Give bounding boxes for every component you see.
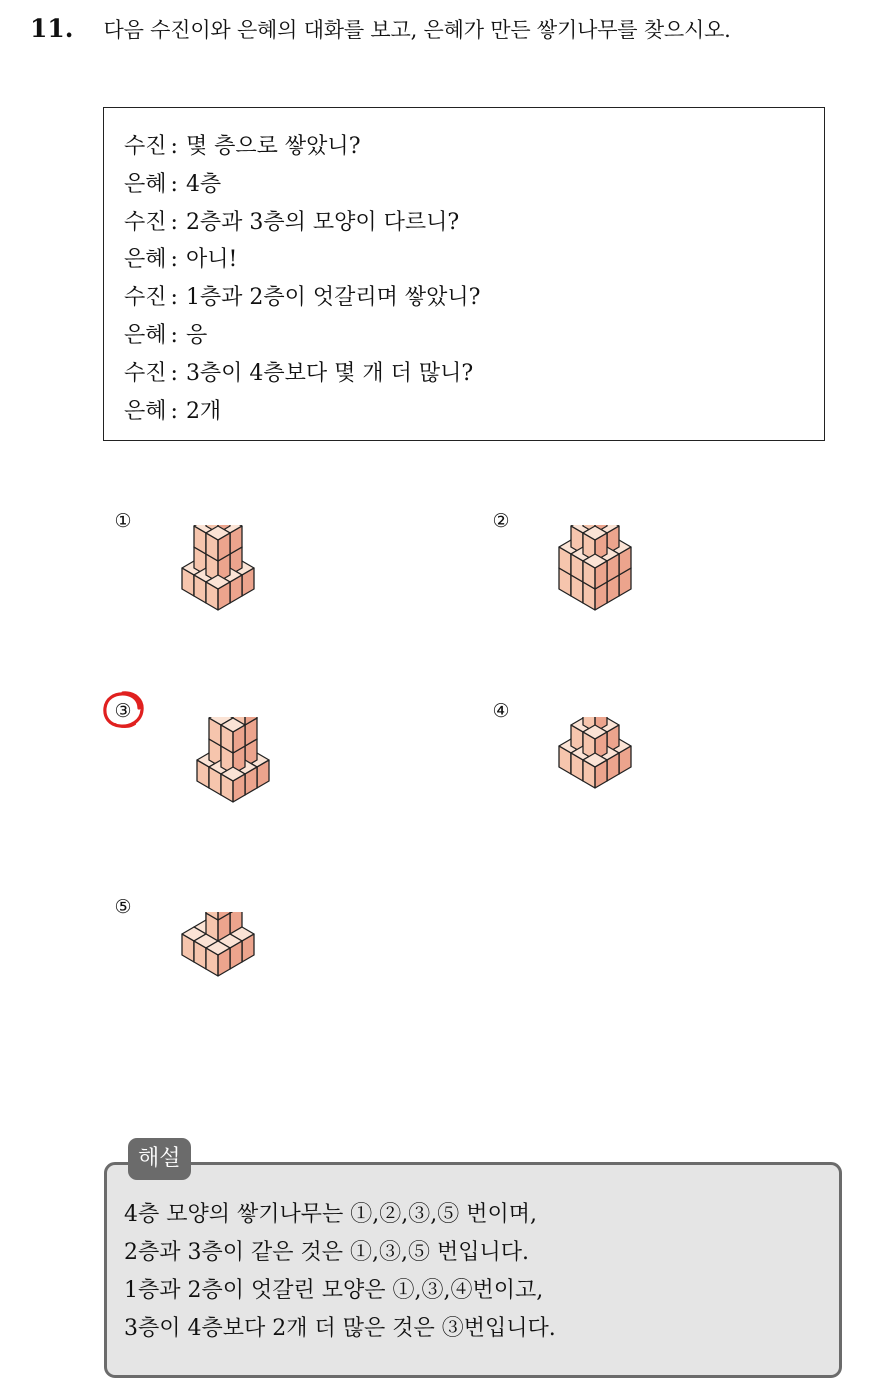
colon: : xyxy=(170,209,178,235)
utterance: 3층이 4층보다 몇 개 더 많니? xyxy=(185,360,474,386)
choice-label-1[interactable]: ① xyxy=(114,510,132,532)
colon: : xyxy=(170,398,178,424)
dialogue-line xyxy=(124,241,824,279)
dialogue-line xyxy=(124,393,824,431)
explanation-line: 3층이 4층보다 2개 더 많은 것은 ③번입니다. xyxy=(124,1316,556,1341)
dialogue-line xyxy=(124,355,824,393)
dialogue-line xyxy=(124,279,824,317)
utterance: 1층과 2층이 엇갈리며 쌓았니? xyxy=(185,285,481,311)
utterance: 응 xyxy=(185,322,208,348)
colon: : xyxy=(170,247,178,273)
utterance: 4층 xyxy=(185,171,222,197)
figure-choice-1[interactable] xyxy=(145,525,305,690)
utterance: 2층과 3층의 모양이 다르니? xyxy=(185,209,460,235)
speaker: 은혜 xyxy=(124,247,167,273)
dialogue-line xyxy=(124,317,824,355)
figure-choice-3[interactable] xyxy=(160,717,320,882)
question-text: 다음 수진이와 은혜의 대화를 보고, 은혜가 만든 쌓기나무를 찾으시오. xyxy=(103,18,731,42)
speaker: 수진 xyxy=(124,134,167,159)
choice-label-3[interactable]: ③ xyxy=(114,700,132,722)
figure-choice-4[interactable] xyxy=(522,717,682,852)
choice-label-5[interactable]: ⑤ xyxy=(114,896,132,918)
explanation-tab: 해설 xyxy=(128,1138,191,1180)
explanation-line: 2층과 3층이 같은 것은 ①,③,⑤ 번입니다. xyxy=(124,1240,529,1265)
explanation-lines xyxy=(124,1196,556,1348)
dialogue-line xyxy=(124,128,824,166)
colon: : xyxy=(170,285,178,311)
utterance: 몇 층으로 쌓았니? xyxy=(185,134,361,159)
speaker: 수진 xyxy=(124,285,167,311)
colon: : xyxy=(170,171,178,197)
speaker: 수진 xyxy=(124,209,167,235)
colon: : xyxy=(170,322,178,348)
colon: : xyxy=(170,134,178,159)
utterance: 아니! xyxy=(185,247,238,273)
speaker: 수진 xyxy=(124,360,167,386)
choice-label-2[interactable]: ② xyxy=(492,510,510,532)
dialogue-line xyxy=(124,166,824,204)
question-number: 11. xyxy=(30,14,74,43)
utterance: 2개 xyxy=(185,398,222,424)
dialogue-line xyxy=(124,204,824,242)
speaker: 은혜 xyxy=(124,322,167,348)
explanation-line: 1층과 2층이 엇갈린 모양은 ①,③,④번이고, xyxy=(124,1278,544,1303)
figure-choice-2[interactable] xyxy=(522,525,682,690)
speaker: 은혜 xyxy=(124,398,167,424)
colon: : xyxy=(170,360,178,386)
choice-label-4[interactable]: ④ xyxy=(492,700,510,722)
question-header xyxy=(30,14,731,46)
explanation-line: 4층 모양의 쌓기나무는 ①,②,③,⑤ 번이며, xyxy=(124,1202,537,1227)
answer-circle-mark xyxy=(101,690,145,730)
dialogue-box xyxy=(103,107,825,441)
speaker: 은혜 xyxy=(124,171,167,197)
figure-choice-5[interactable] xyxy=(145,912,305,1072)
